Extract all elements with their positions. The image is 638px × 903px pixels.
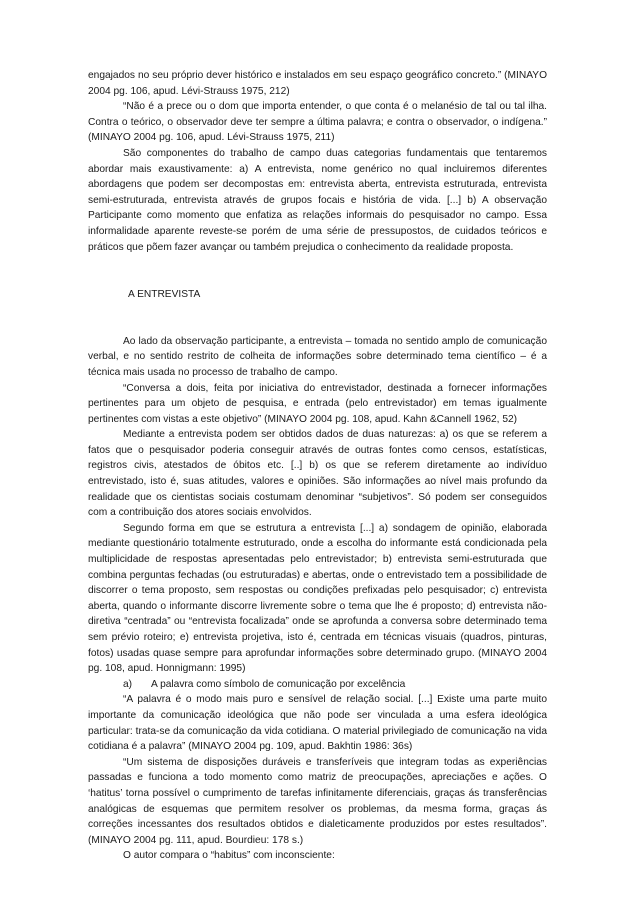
paragraph-6: Mediante a entrevista podem ser obtidos dados de duas naturezas: a) os que se referem a fatos que o pesquisador poderia conseguir através de outras fontes como censos, estatísticas, registros civis, atestados de óbitos etc. [..] b) os que se referem diretamente ao indivíduo entrevistado, isto é, suas atitudes, valores e opiniões. São informações ao nível mais profundo da realidade que os cientistas sociais costumam denominar “subjetivos”. Só podem ser conseguidos com a contribuição dos atores sociais envolvidos. bbox=[88, 429, 547, 519]
list-item-text: A palavra como símbolo de comunicação por excelência bbox=[151, 678, 406, 690]
list-item bbox=[88, 677, 547, 693]
paragraph-3: São componentes do trabalho de campo duas categorias fundamentais que tentaremos abordar mais exaustivamente: a) A entrevista, nome genérico no qual incluiremos diferentes abordagens que podem ser decompostas em: entrevista aberta, entrevista estruturada, entrevista semi-estruturada, entrevista através de grupos focais e história de vida. [...] b) A observação Participante como momento que enfatiza as relações informais do pesquisador no campo. Essa informalidade aparente reveste-se porém de uma série de pressupostos, de cuidados teóricos e práticos que põem fazer avançar ou também prejudica o conhecimento da realidade proposta. bbox=[88, 147, 547, 253]
paragraph-9: “Um sistema de disposições duráveis e transferíveis que integram todas as experiências passadas e funciona a todo momento como matriz de preocupações, apreciações e ações. O ‘hatitus’ torna possível o cumprimento de tarefas infinitamente diferenciais, graças ás transferências analógicas de esquemas que permitem resolver os problemas, da mesma forma, graças ás correções incessantes dos resultados obtidos e dialeticamente produzidos por estes resultados”. (MINAYO 2004 pg. 111, apud. Bourdieu: 178 s.) bbox=[88, 756, 547, 846]
document-page bbox=[88, 68, 547, 864]
spacer bbox=[88, 303, 547, 334]
spacer bbox=[88, 255, 547, 287]
paragraph-2: “Não é a prece ou o dom que importa entender, o que conta é o melanésio de tal ou tal ilha. Contra o teórico, o observador deve ter sempre a última palavra; e contra o observador, o indígena.” (MINAYO 2004 pg. 106, apud. Lévi-Strauss 1975, 211) bbox=[88, 101, 547, 144]
paragraph-7: Segundo forma em que se estrutura a entrevista [...] a) sondagem de opinião, elaborada mediante questionário totalmente estruturado, onde a escolha do informante está condicionada pela multiplicidade de respostas apresentadas pelo entrevistador; b) entrevista semi-estruturada que combina perguntas fechadas (ou estruturadas) e abertas, onde o entrevistado tem a possibilidade de discorrer o tema proposto, sem respostas ou condições prefixadas pelo pesquisador; c) entrevista aberta, quando o informante discorre livremente sobre o tema que lhe é proposto; d) entrevista não-diretiva “centrada” ou “entrevista focalizada” onde se aprofunda a conversa sobre determinado tema sem prévio roteiro; e) entrevista projetiva, isto é, centrada em técnicas visuais (quadros, pinturas, fotos) usadas quase sempre para aprofundar informações sobre determinado grupo. (MINAYO 2004 pg. 108, apud. Honnigmann: 1995) bbox=[88, 522, 547, 675]
paragraph-1: engajados no seu próprio dever histórico e instalados em seu espaço geográfico concreto.” (MINAYO 2004 pg. 106, apud. Lévi-Strauss 1975, 212) bbox=[88, 70, 547, 97]
paragraph-5: “Conversa a dois, feita por iniciativa do entrevistador, destinada a fornecer informações pertinentes para um objeto de pesquisa, e entrada (pelo entrevistador) em temas igualmente pertinentes com vistas a este objetivo” (MINAYO 2004 pg. 108, apud. Kahn &Cannell 1962, 52) bbox=[88, 382, 547, 425]
section-heading: A ENTREVISTA bbox=[128, 289, 201, 301]
paragraph-8: “A palavra é o modo mais puro e sensível de relação social. [...] Existe uma parte muito importante da comunicação ideológica que não pode ser vinculada a uma esfera ideológica particular: trata-se da comunicação da vida cotidiana. O material privilegiado de comunicação na vida cotidiana é a palavra” (MINAYO 2004 pg. 109, apud. Bakhtin 1986: 36s) bbox=[88, 694, 547, 753]
list-marker: a) bbox=[123, 678, 133, 690]
paragraph-4: Ao lado da observação participante, a entrevista – tomada no sentido amplo de comunicação verbal, e no sentido restrito de colheita de informações sobre determinado tema científico – é a técnica mais usada no processo de trabalho de campo. bbox=[88, 335, 547, 378]
paragraph-10: O autor compara o “habitus” com inconsciente: bbox=[123, 850, 335, 862]
